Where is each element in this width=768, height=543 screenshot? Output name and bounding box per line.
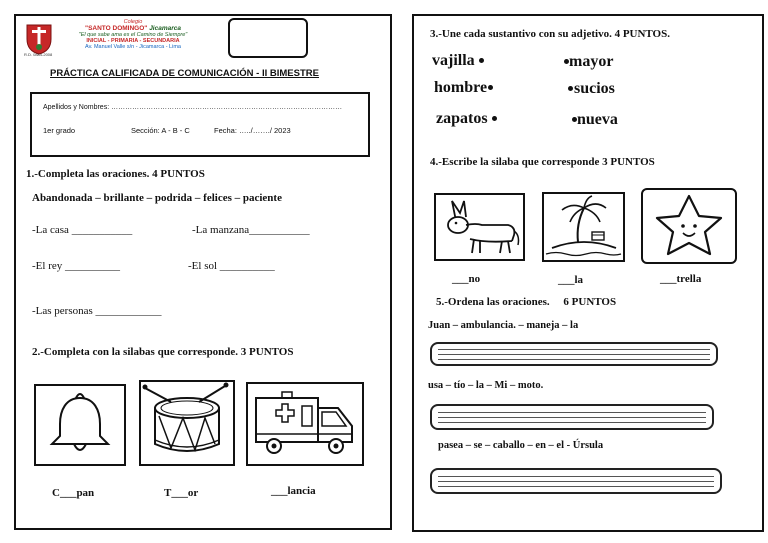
ambulance-icon	[248, 384, 362, 464]
q5-answer-line-3[interactable]	[430, 468, 722, 494]
q1-item-4[interactable]: -El sol __________	[188, 260, 275, 272]
school-crest-icon	[24, 21, 54, 55]
connect-dot[interactable]	[492, 116, 497, 121]
q4-title: 4.-Escribe la silaba que corresponde 3 PUNTOS	[430, 156, 655, 168]
adjective-label: nueva	[577, 111, 618, 128]
adjective-label: mayor	[569, 53, 614, 70]
logo-address: Av. Manuel Valle s/n - Jicamarca - Lima	[85, 44, 181, 50]
q1-title: 1.-Completa las oraciones. 4 PUNTOS	[26, 168, 205, 180]
q2-answer-2[interactable]: T___or	[164, 487, 199, 499]
grade-label: 1er grado	[43, 126, 76, 135]
noun-label: vajilla	[432, 52, 475, 69]
connect-dot[interactable]	[479, 58, 484, 63]
ambulance-picture	[246, 382, 364, 466]
q4-answer-2[interactable]: ___la	[558, 274, 584, 286]
noun-label: hombre	[434, 79, 488, 96]
q3-adjective-2[interactable]	[568, 80, 615, 98]
q3-adjective-1[interactable]	[564, 53, 613, 71]
q1-item-3[interactable]: -El rey __________	[32, 260, 120, 272]
logo-school-name: "SANTO DOMINGO"	[84, 25, 148, 32]
section-field: Sección: A - B - C	[131, 126, 190, 135]
q1-word-bank: Abandonada – brillante – podrida – felices – paciente	[32, 192, 282, 204]
q2-answer-3[interactable]: ___lancia	[271, 485, 316, 497]
q3-noun-3[interactable]	[436, 110, 501, 128]
donkey-icon	[436, 195, 523, 259]
drum-picture	[139, 380, 235, 466]
donkey-picture	[434, 193, 525, 261]
q4-answer-3[interactable]: ___trella	[660, 273, 702, 285]
q5-sentence-2: usa – tío – la – Mi – moto.	[428, 380, 544, 391]
school-logo	[24, 19, 206, 59]
star-picture	[641, 188, 737, 264]
island-picture	[542, 192, 625, 262]
bell-picture	[34, 384, 126, 466]
connect-dot[interactable]	[568, 86, 573, 91]
q3-noun-2[interactable]	[434, 79, 497, 97]
logo-resolution: R.D. 0884-2008	[24, 52, 53, 57]
q4-answer-1[interactable]: ___no	[452, 273, 481, 285]
date-field[interactable]: Fecha: …../……./ 2023	[214, 126, 291, 135]
q5-answer-line-2[interactable]	[430, 404, 714, 430]
q5-answer-line-1[interactable]	[430, 342, 718, 366]
logo-place: Jicamarca	[149, 25, 181, 32]
logo-levels: INICIAL - PRIMARIA - SECUNDARIA	[86, 38, 180, 44]
q2-title: 2.-Completa con la silabas que corresponde. 3 PUNTOS	[32, 346, 294, 358]
noun-label: zapatos	[436, 110, 488, 127]
names-field[interactable]: Apellidos y Nombres: ………………………………………………………………………………………	[43, 104, 343, 111]
left-worksheet	[14, 14, 392, 530]
drum-icon	[141, 382, 233, 464]
q3-title: 3.-Une cada sustantivo con su adjetivo. 4 PUNTOS.	[430, 28, 670, 40]
student-info-box	[30, 92, 370, 157]
grade-box[interactable]	[228, 18, 308, 58]
q1-item-5[interactable]: -Las personas ____________	[32, 305, 162, 317]
q5-title: 5.-Ordena las oraciones. 6 PUNTOS	[436, 296, 617, 308]
q5-sentence-3: pasea – se – caballo – en – el - Úrsula	[438, 440, 604, 451]
q3-noun-1[interactable]	[432, 52, 488, 70]
adjective-label: sucios	[574, 80, 615, 97]
logo-motto: "El que sabe ama es el Camino de Siempre"	[78, 32, 188, 38]
q2-answer-1[interactable]: C___pan	[52, 487, 95, 499]
connect-dot[interactable]	[488, 85, 493, 90]
right-worksheet	[412, 14, 764, 532]
palm-island-icon	[544, 194, 623, 260]
q5-sentence-1: Juan – ambulancia. – maneja – la	[428, 320, 579, 331]
worksheet-title: PRÁCTICA CALIFICADA DE COMUNICACIÓN - II BIMESTRE	[50, 68, 319, 79]
star-icon	[643, 190, 735, 262]
q3-adjective-3[interactable]	[572, 111, 618, 129]
bell-icon	[36, 386, 124, 464]
q1-item-1[interactable]: -La casa ___________	[32, 224, 133, 236]
q1-item-2[interactable]: -La manzana___________	[192, 224, 310, 236]
logo-colegio: Colegio	[123, 19, 143, 25]
